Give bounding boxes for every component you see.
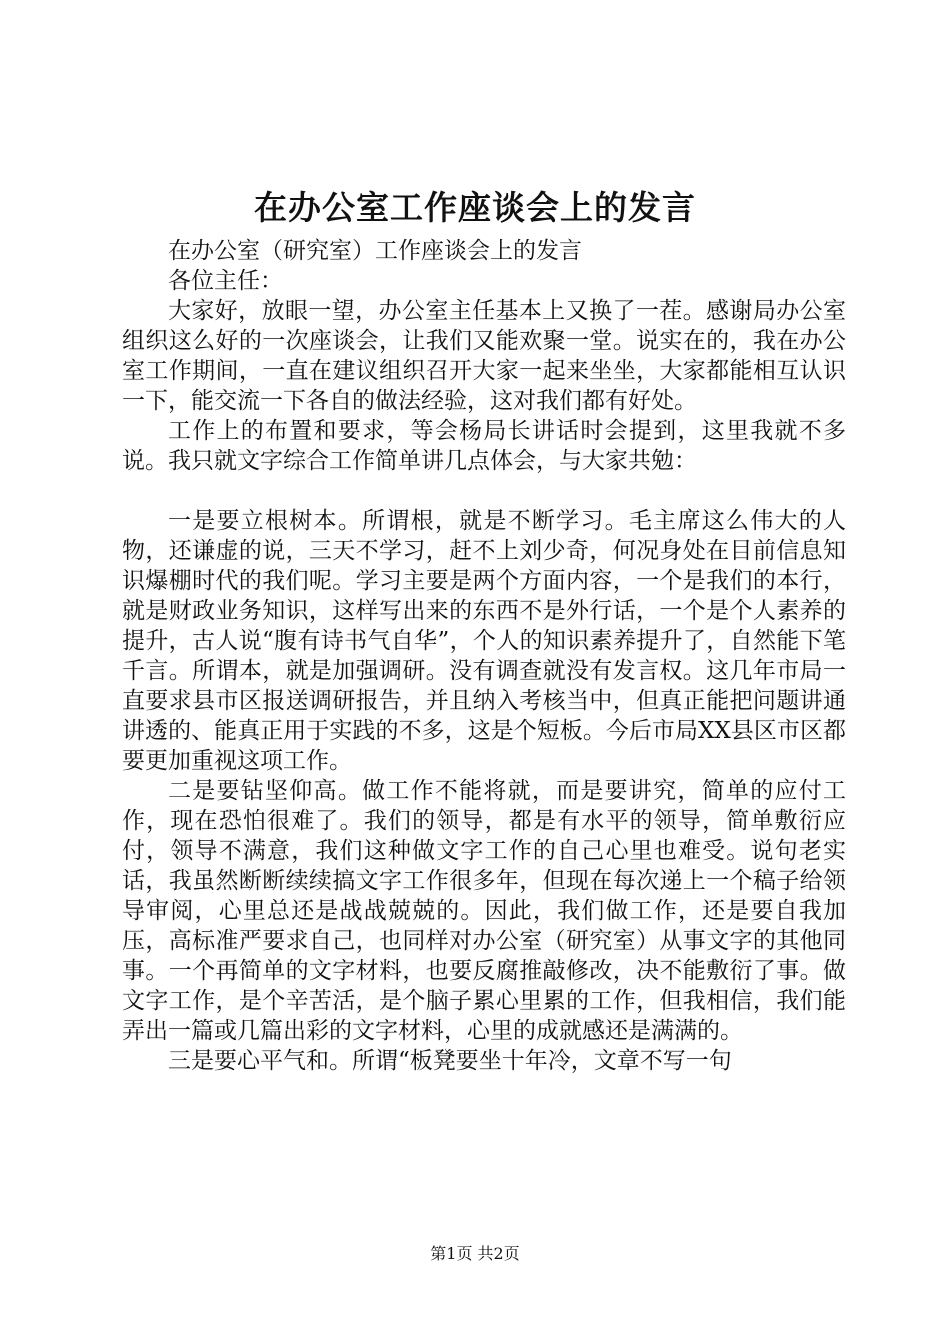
paragraph-point-three: 三是要心平气和。所谓“板凳要坐十年冷，文章不写一句 xyxy=(168,1048,732,1074)
paragraph-intro: 大家好，放眼一望，办公室主任基本上又换了一茬。感谢局办公室组织这么好的一次座谈会，让我们又能欢聚一堂。说实在的，我在办公室工作期间，一直在建议组织召开大家一起来坐坐，大家都能相互认识一下，能交流一下各自的做法经验，这对我们都有好处。 xyxy=(122,298,846,414)
document-title: 在办公室工作座谈会上的发言 xyxy=(254,188,696,227)
page-footer: 第1页 共2页 xyxy=(430,1244,520,1263)
paragraph-point-two: 二是要钻坚仰高。做工作不能将就，而是要讲究，简单的应付工作，现在恐怕很难了。我们的领导，都是有水平的领导，简单敷衍应付，领导不满意，我们这种做文字工作的自己心里也难受。说句老实话，我虽然断断续续搞文字工作很多年，但现在每次递上一个稿子给领导审阅，心里总还是战战兢兢的。因此，我们做工作，还是要自我加压，高标准严要求自己，也同样对办公室（研究室）从事文字的其他同事。一个再简单的文字材料，也要反腐推敲修改，决不能敷衍了事。做文字工作，是个辛苦活，是个脑子累心里累的工作，但我相信，我们能弄出一篇或几篇出彩的文字材料，心里的成就感还是满满的。 xyxy=(122,778,846,1044)
document-body xyxy=(122,236,846,1076)
paragraph-salutation: 各位主任： xyxy=(168,268,283,294)
paragraph-point-one: 一是要立根树本。所谓根，就是不断学习。毛主席这么伟大的人物，还谦虚的说，三天不学习，赶不上刘少奇，何况身处在目前信息知识爆棚时代的我们呢。学习主要是两个方面内容，一个是我们的本行，就是财政业务知识，这样写出来的东西不是外行话，一个是个人素养的提升，古人说“腹有诗书气自华”，个人的知识素养提升了，自然能下笔千言。所谓本，就是加强调研。没有调查就没有发言权。这几年市局一直要求县市区报送调研报告，并且纳入考核当中，但真正能把问题讲通讲透的、能真正用于实践的不多，这是个短板。今后市局XX县区市区都要更加重视这项工作。 xyxy=(122,508,846,774)
paragraph-heading: 在办公室（研究室）工作座谈会上的发言 xyxy=(168,238,582,264)
paragraph-overview: 工作上的布置和要求，等会杨局长讲话时会提到，这里我就不多说。我只就文字综合工作简单讲几点体会，与大家共勉： xyxy=(122,418,846,474)
